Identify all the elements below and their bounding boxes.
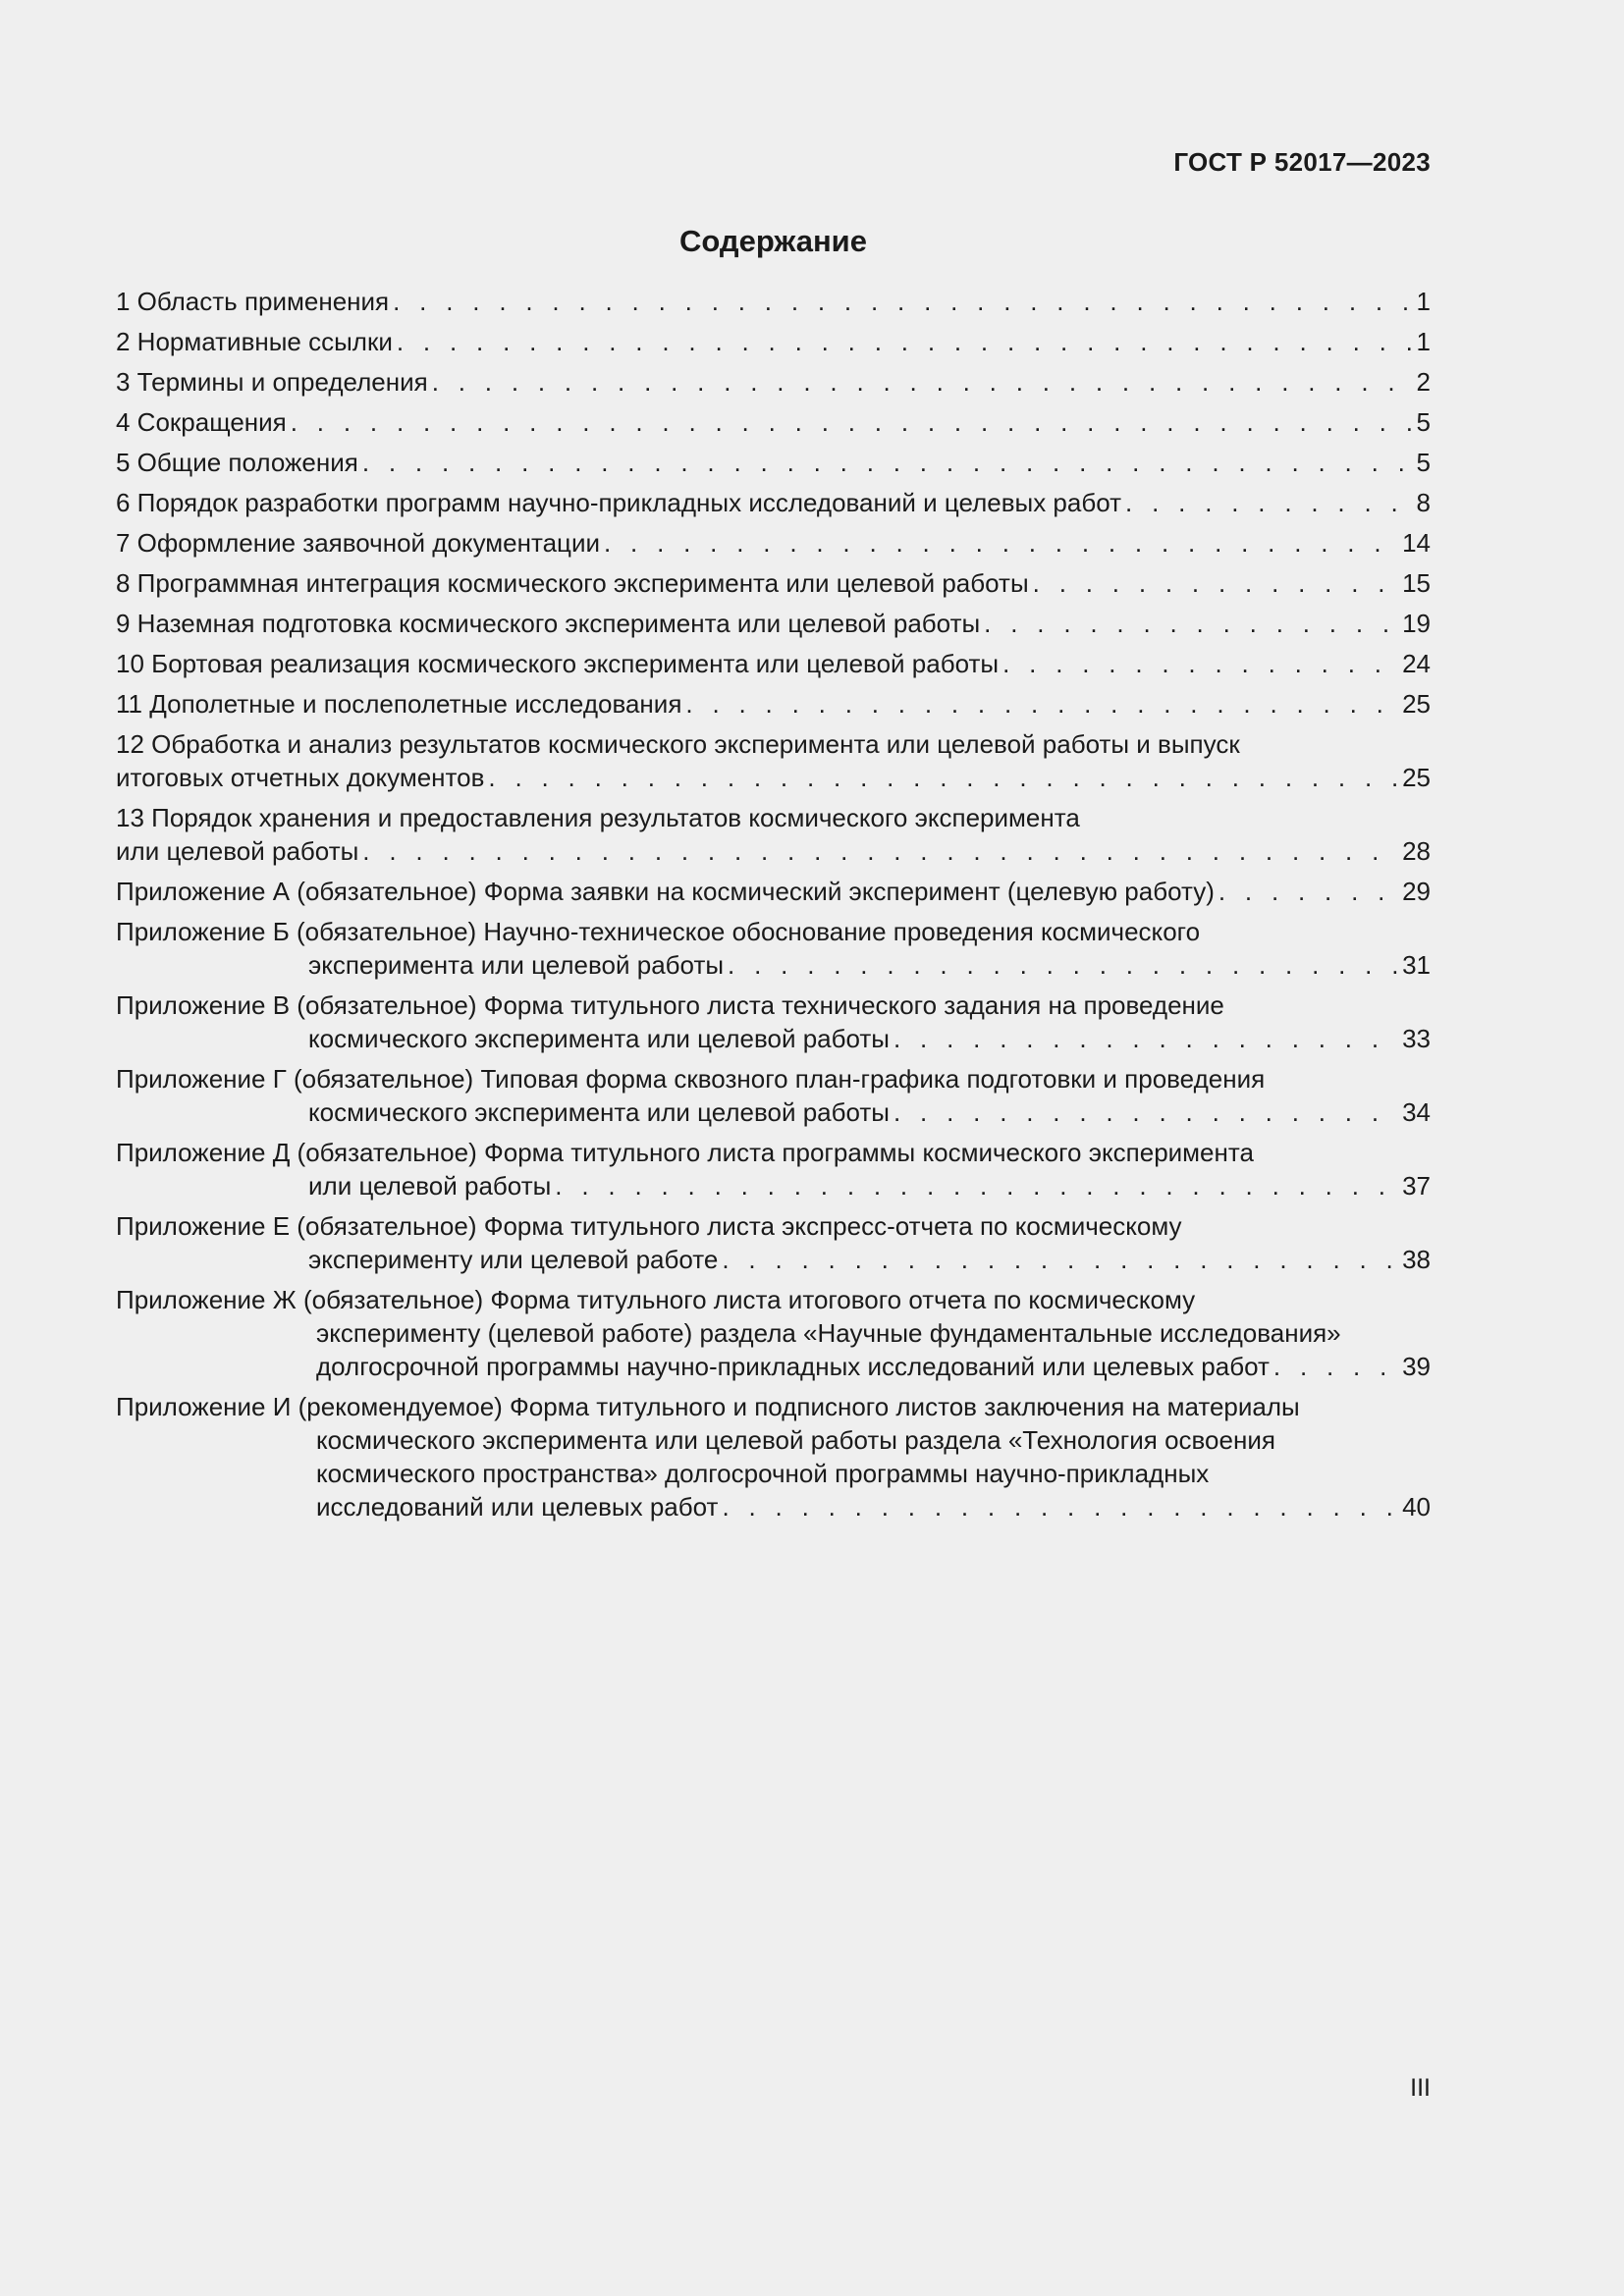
toc-entry-text: итоговых отчетных документов [116, 763, 485, 792]
toc-entry-text: исследований или целевых работ [316, 1492, 719, 1522]
toc-entry-text: Приложение Б (обязательное) Научно-техническое обоснование проведения космического [116, 917, 1201, 946]
toc-page-number: 25 [1402, 763, 1431, 792]
toc-entry[interactable] [116, 1390, 1431, 1523]
toc-entry-text: Приложение Ж (обязательное) Форма титульного листа итогового отчета по космическому [116, 1285, 1196, 1314]
toc-entry-text: Приложение В (обязательное) Форма титульного листа технического задания на проведение [116, 990, 1224, 1020]
toc-entry[interactable] [116, 647, 1431, 680]
toc-page-number: 5 [1416, 448, 1431, 477]
toc-entry[interactable] [116, 687, 1431, 721]
toc-entry-text: космического эксперимента или целевой работы раздела «Технология освоения [316, 1425, 1275, 1455]
dot-leader [722, 1243, 1398, 1276]
toc-entry-text: 11 Дополетные и послеполетные исследования [116, 689, 682, 719]
toc-entry[interactable] [116, 1062, 1431, 1129]
toc-entry-text: 6 Порядок разработки программ научно-прикладных исследований и целевых работ [116, 488, 1122, 517]
toc-page-number: 5 [1416, 407, 1431, 437]
toc-entry-text: долгосрочной программы научно-прикладных исследований или целевых работ [316, 1352, 1270, 1381]
toc-entry-text: 10 Бортовая реализация космического эксперимента или целевой работы [116, 649, 1000, 678]
toc-entry-text: 9 Наземная подготовка космического эксперимента или целевой работы [116, 609, 981, 638]
toc-page-number: 2 [1416, 367, 1431, 397]
dot-leader [362, 834, 1398, 868]
dot-leader [291, 405, 1413, 439]
dot-leader [1125, 486, 1412, 519]
toc-entry[interactable] [116, 1283, 1431, 1383]
toc-entry-text: космического эксперимента или целевой работы [308, 1024, 890, 1053]
toc-entry-text: Приложение Г (обязательное) Типовая форма сквозного план-графика подготовки и проведения [116, 1064, 1266, 1094]
dot-leader [728, 948, 1398, 982]
toc-page-number: 1 [1416, 327, 1431, 356]
toc-entry-text: Приложение И (рекомендуемое) Форма титульного и подписного листов заключения на материалы [116, 1392, 1300, 1421]
dot-leader [722, 1490, 1398, 1523]
toc-entry-text: 5 Общие положения [116, 448, 358, 477]
toc-entry-text: 1 Область применения [116, 287, 390, 316]
toc-entry[interactable] [116, 325, 1431, 358]
toc-entry-text: Приложение Д (обязательное) Форма титульного листа программы космического эксперимента [116, 1138, 1254, 1167]
toc-page-number: 34 [1402, 1097, 1431, 1127]
toc-entry-text: 13 Порядок хранения и предоставления результатов космического эксперимента [116, 803, 1080, 832]
toc-page-number: 25 [1402, 689, 1431, 719]
toc-entry[interactable] [116, 365, 1431, 399]
page-folio: III [1410, 2074, 1431, 2102]
toc-entry[interactable] [116, 727, 1431, 794]
toc-entry[interactable] [116, 446, 1431, 479]
dot-leader [488, 761, 1398, 794]
toc-entry[interactable] [116, 405, 1431, 439]
toc-page-number: 31 [1402, 950, 1431, 980]
dot-leader [1218, 875, 1398, 908]
toc-entry[interactable] [116, 607, 1431, 640]
toc-entry-text: Приложение А (обязательное) Форма заявки на космический эксперимент (целевую работу) [116, 877, 1215, 906]
toc-entry[interactable] [116, 526, 1431, 560]
dot-leader [893, 1095, 1398, 1129]
toc-entry[interactable] [116, 875, 1431, 908]
toc-entry[interactable] [116, 915, 1431, 982]
dot-leader [362, 446, 1413, 479]
toc-entry-text: 4 Сокращения [116, 407, 287, 437]
toc-entry-text: Приложение Е (обязательное) Форма титульного листа экспресс-отчета по космическому [116, 1211, 1182, 1241]
dot-leader [393, 285, 1412, 318]
dot-leader [555, 1169, 1398, 1202]
toc-entry[interactable] [116, 566, 1431, 600]
toc-entry-text: эксперименту (целевой работе) раздела «Научные фундаментальные исследования» [316, 1318, 1341, 1348]
toc-page-number: 37 [1402, 1171, 1431, 1201]
dot-leader [685, 687, 1398, 721]
toc-page-number: 24 [1402, 649, 1431, 678]
dot-leader [1273, 1350, 1398, 1383]
toc-page-number: 33 [1402, 1024, 1431, 1053]
toc-entry-text: или целевой работы [116, 836, 359, 866]
toc-entry-text: космического пространства» долгосрочной программы научно-прикладных [316, 1459, 1210, 1488]
toc-page-number: 19 [1402, 609, 1431, 638]
toc-entry-text: 7 Оформление заявочной документации [116, 528, 600, 558]
toc-entry[interactable] [116, 988, 1431, 1055]
toc-entry-text: 2 Нормативные ссылки [116, 327, 393, 356]
dot-leader [432, 365, 1413, 399]
toc-page-number: 38 [1402, 1245, 1431, 1274]
toc-page-number: 40 [1402, 1492, 1431, 1522]
toc-entry-text: экспериментa или целевой работы [308, 950, 725, 980]
dot-leader [397, 325, 1413, 358]
dot-leader [1002, 647, 1398, 680]
toc-entry[interactable] [116, 1209, 1431, 1276]
toc-page-number: 14 [1402, 528, 1431, 558]
toc-entry[interactable] [116, 486, 1431, 519]
toc-page-number: 39 [1402, 1352, 1431, 1381]
toc-title: Содержание [679, 224, 867, 258]
dot-leader [984, 607, 1398, 640]
toc-entry-text: 3 Термины и определения [116, 367, 428, 397]
toc-entry-text: 12 Обработка и анализ результатов космического эксперимента или целевой работы и выпуск [116, 729, 1240, 759]
toc-page-number: 15 [1402, 568, 1431, 598]
toc-entry-text: 8 Программная интеграция космического эксперимента или целевой работы [116, 568, 1029, 598]
toc-entry[interactable] [116, 801, 1431, 868]
dot-leader [1033, 566, 1398, 600]
toc-entry[interactable] [116, 285, 1431, 318]
toc-entry-text: эксперименту или целевой работе [308, 1245, 719, 1274]
toc-page-number: 1 [1416, 287, 1431, 316]
table-of-contents [116, 285, 1431, 1530]
toc-page-number: 29 [1402, 877, 1431, 906]
dot-leader [604, 526, 1398, 560]
toc-page-number: 28 [1402, 836, 1431, 866]
dot-leader [893, 1022, 1398, 1055]
document-code: ГОСТ Р 52017—2023 [1173, 147, 1431, 177]
toc-entry-text: или целевой работы [308, 1171, 552, 1201]
toc-entry-text: космического эксперимента или целевой работы [308, 1097, 890, 1127]
toc-entry[interactable] [116, 1136, 1431, 1202]
toc-page-number: 8 [1416, 488, 1431, 517]
